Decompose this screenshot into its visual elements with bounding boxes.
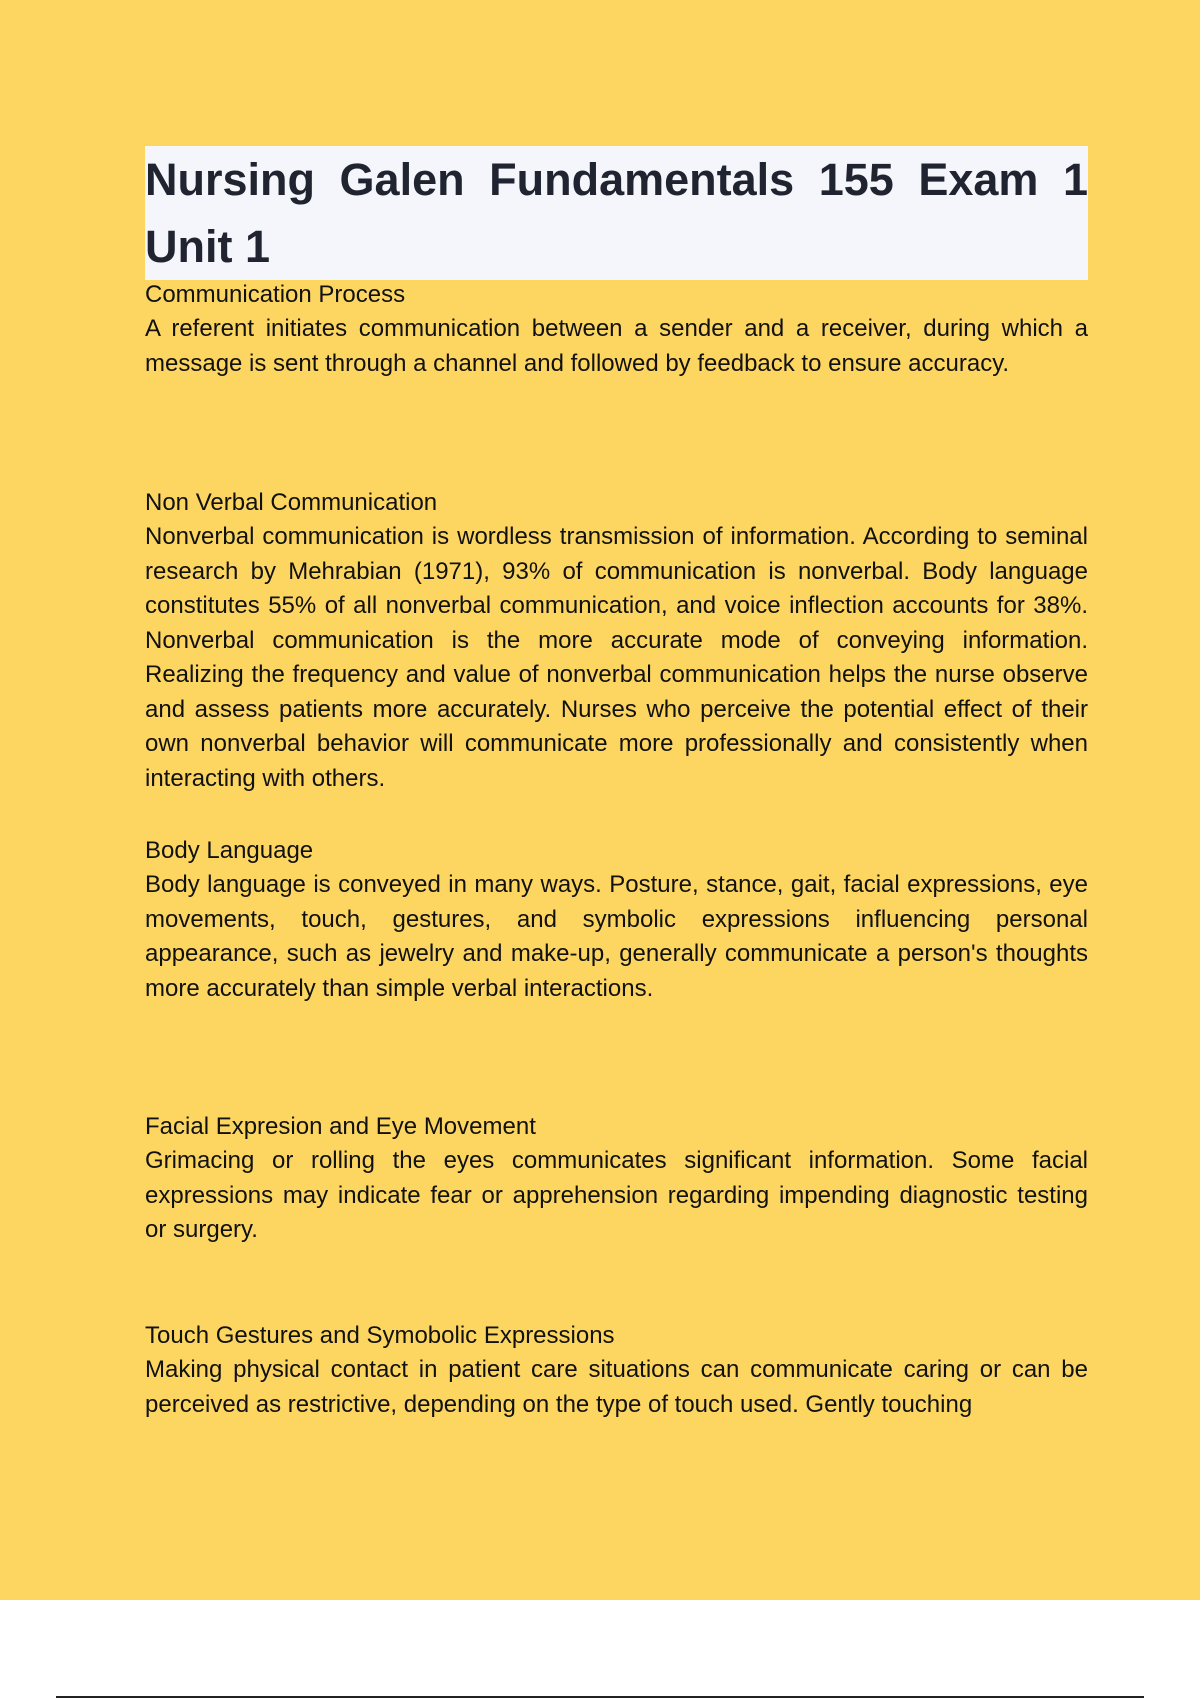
section-body: Nonverbal communication is wordless transmission of information. According to seminal research by Mehrabian (1971), 93% of communication is nonverbal. Body language constitutes 55% of all nonverbal communication, and voice inflection accounts for 38%. Nonverbal communication is the more accurate mode of conveying information. Realizing the frequency and value of nonverbal communication helps the nurse observe and assess patients more accurately. Nurses who perceive the potential effect of their own nonverbal behavior will communicate more professionally and consistently when interacting with others. bbox=[145, 523, 1088, 792]
section-body: Body language is conveyed in many ways. Posture, stance, gait, facial expressions, eye movements, touch, gestures, and symbolic expressions influencing personal appearance, such as jewelry and make-up, generally communicate a person's thoughts more accurately than simple verbal interactions. bbox=[145, 871, 1088, 1002]
section-body: Grimacing or rolling the eyes communicates significant information. Some facial expressions may indicate fear or apprehension regarding impending diagnostic testing or surgery. bbox=[145, 1147, 1088, 1243]
section-heading: Touch Gestures and Symobolic Expressions bbox=[145, 1322, 615, 1349]
section-non-verbal-communication bbox=[145, 485, 1088, 796]
section-communication-process bbox=[145, 277, 1088, 381]
section-heading: Non Verbal Communication bbox=[145, 489, 438, 516]
section-touch-gestures-symbolic-expressions bbox=[145, 1318, 1088, 1422]
footer-divider bbox=[56, 1696, 1144, 1698]
section-body: Making physical contact in patient care situations can communicate caring or can be perceived as restrictive, depending on the type of touch used. Gently touching bbox=[145, 1356, 1088, 1418]
section-facial-expression-eye-movement bbox=[145, 1109, 1088, 1248]
section-body: A referent initiates communication between a sender and a receiver, during which a message is sent through a channel and followed by feedback to ensure accuracy. bbox=[145, 315, 1088, 377]
section-heading: Body Language bbox=[145, 837, 314, 864]
title-banner bbox=[145, 146, 1088, 280]
section-heading: Facial Expresion and Eye Movement bbox=[145, 1113, 536, 1140]
section-heading: Communication Process bbox=[145, 281, 406, 308]
document-title: Nursing Galen Fundamentals 155 Exam 1 Unit 1 bbox=[145, 154, 1088, 272]
section-body-language bbox=[145, 833, 1088, 1006]
